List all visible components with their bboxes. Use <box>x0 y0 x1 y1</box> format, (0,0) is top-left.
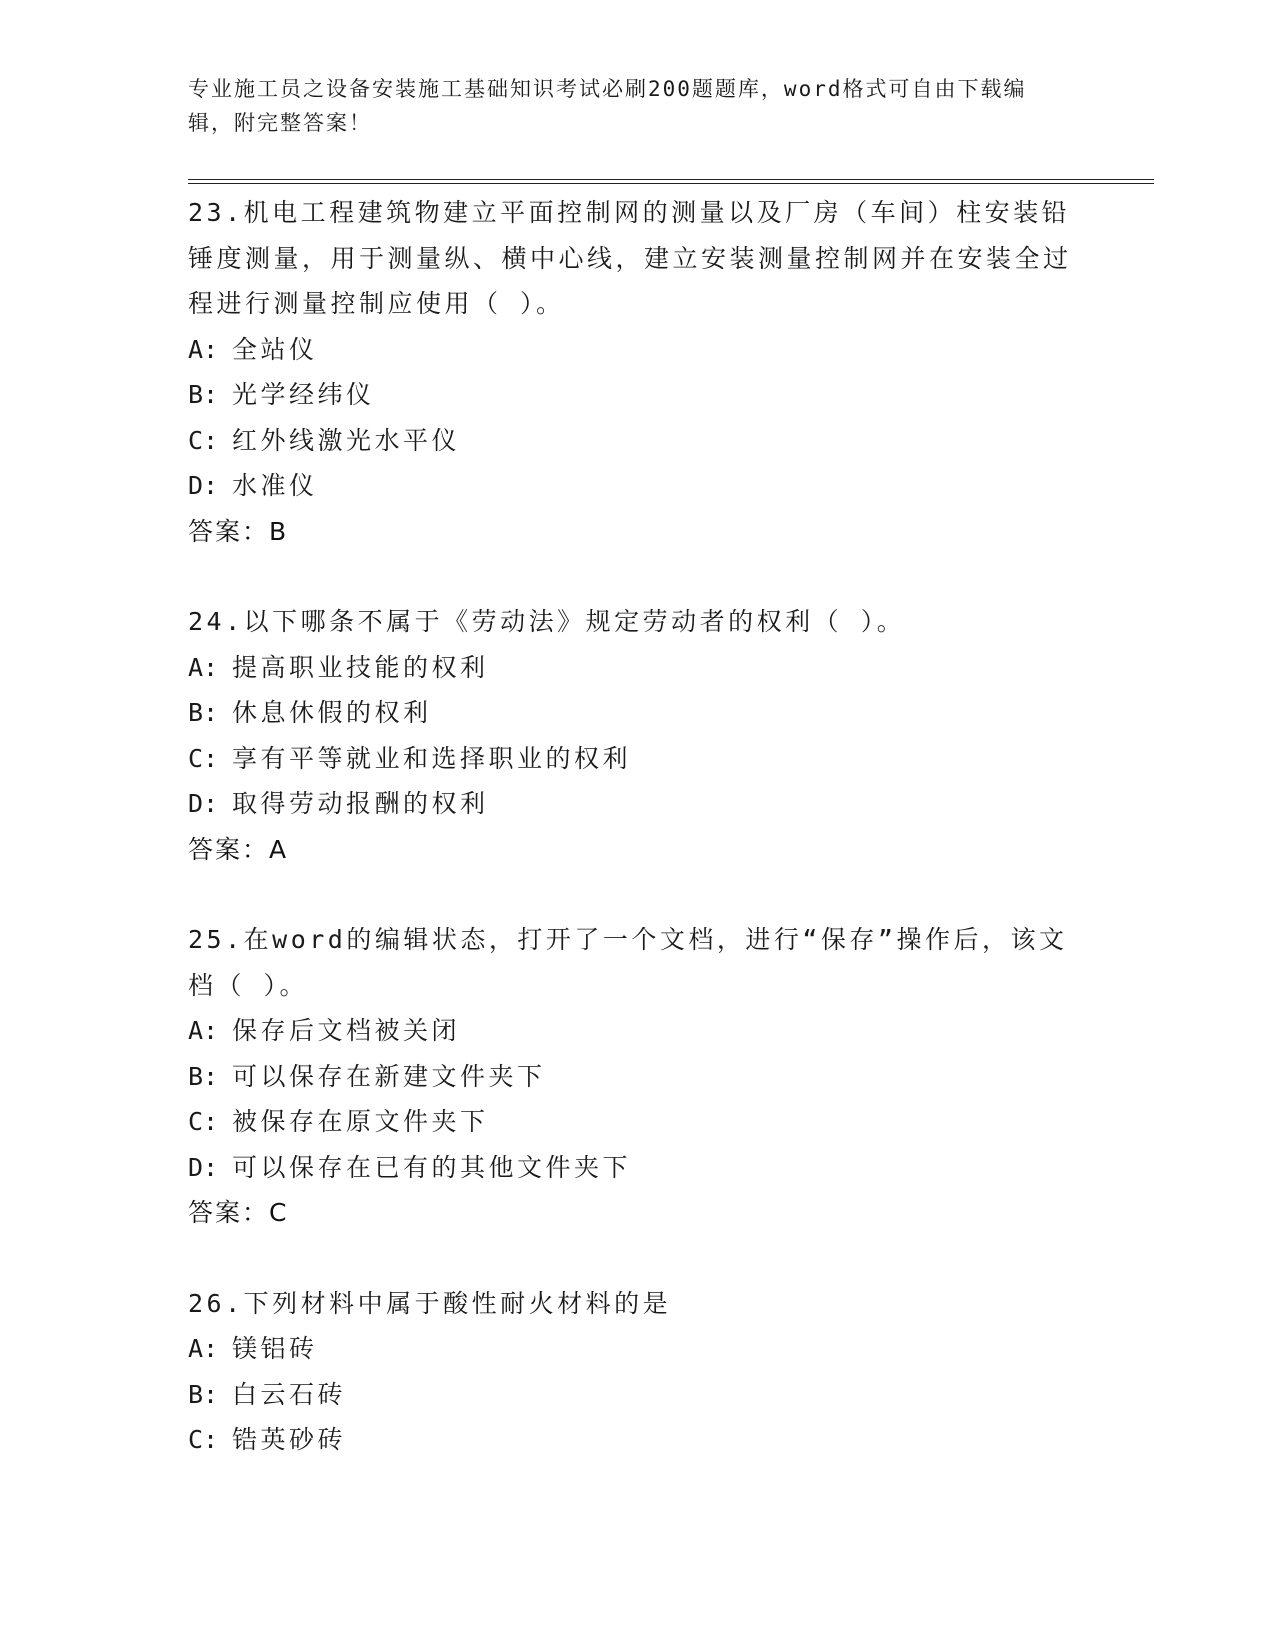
option-text: 光学经纬仪 <box>232 380 375 409</box>
question-stem: 23.机电工程建筑物建立平面控制网的测量以及厂房（车间）柱安装铅锤度测量，用于测量纵、横中心线，建立安装测量控制网并在安装全过程进行测量控制应使用（ ）。 <box>188 198 1072 318</box>
option-a <box>188 645 1088 691</box>
option-text: 取得劳动报酬的权利 <box>232 789 489 818</box>
option-letter: A: <box>188 334 219 364</box>
option-text: 提高职业技能的权利 <box>232 652 489 682</box>
option-c <box>188 1099 1088 1145</box>
option-c <box>188 418 1088 464</box>
option-letter: C: <box>188 1425 219 1454</box>
option-text: 锆英砂砖 <box>232 1425 347 1454</box>
option-c <box>188 736 1088 782</box>
header-divider-bottom <box>188 183 1154 184</box>
option-a <box>188 327 1088 373</box>
question-23 <box>188 190 1088 554</box>
option-text: 可以保存在新建文件夹下 <box>232 1061 546 1091</box>
option-letter: A: <box>188 1334 219 1363</box>
option-b <box>188 372 1088 418</box>
option-text: 全站仪 <box>232 334 318 364</box>
option-c <box>188 1417 1088 1463</box>
option-letter: C: <box>188 1107 219 1136</box>
option-text: 享有平等就业和选择职业的权利 <box>232 743 632 773</box>
option-letter: D: <box>188 789 219 818</box>
option-b <box>188 1054 1088 1100</box>
option-b <box>188 1372 1088 1418</box>
option-text: 镁铝砖 <box>232 1334 318 1363</box>
option-text: 休息休假的权利 <box>232 698 432 727</box>
option-letter: A: <box>188 652 219 682</box>
answer-label: 答案：B <box>188 516 289 546</box>
option-a <box>188 1008 1088 1054</box>
option-text: 可以保存在已有的其他文件夹下 <box>232 1152 632 1182</box>
option-d <box>188 781 1088 827</box>
header-divider-top <box>188 179 1154 180</box>
option-letter: D: <box>188 1152 219 1182</box>
question-stem: 24.以下哪条不属于《劳动法》规定劳动者的权利（ ）。 <box>188 607 906 636</box>
question-25 <box>188 917 1088 1236</box>
option-letter: C: <box>188 425 219 455</box>
option-letter: B: <box>188 380 219 409</box>
option-text: 被保存在原文件夹下 <box>232 1107 489 1136</box>
option-letter: B: <box>188 1061 219 1091</box>
question-stem: 25.在word的编辑状态，打开了一个文档，进行“保存”操作后，该文档（ ）。 <box>188 925 1068 1000</box>
option-letter: B: <box>188 1379 219 1409</box>
option-text: 保存后文档被关闭 <box>232 1016 461 1045</box>
option-b <box>188 690 1088 736</box>
option-letter: B: <box>188 698 219 727</box>
option-text: 水准仪 <box>232 471 318 500</box>
answer-label: 答案：A <box>188 834 289 864</box>
option-d <box>188 1145 1088 1191</box>
option-a <box>188 1326 1088 1372</box>
answer-label: 答案：C <box>188 1198 289 1227</box>
option-d <box>188 463 1088 509</box>
option-letter: D: <box>188 471 219 500</box>
option-letter: C: <box>188 743 219 773</box>
question-26 <box>188 1281 1088 1463</box>
option-letter: A: <box>188 1016 219 1045</box>
document-header: 专业施工员之设备安装施工基础知识考试必刷200题题库，word格式可自由下载编辑，附完整答案！ <box>188 77 1027 135</box>
option-text: 白云石砖 <box>232 1379 347 1409</box>
option-text: 红外线激光水平仪 <box>232 425 461 455</box>
question-24 <box>188 599 1088 872</box>
question-list <box>188 190 1088 1508</box>
question-stem: 26.下列材料中属于酸性耐火材料的是 <box>188 1288 672 1318</box>
